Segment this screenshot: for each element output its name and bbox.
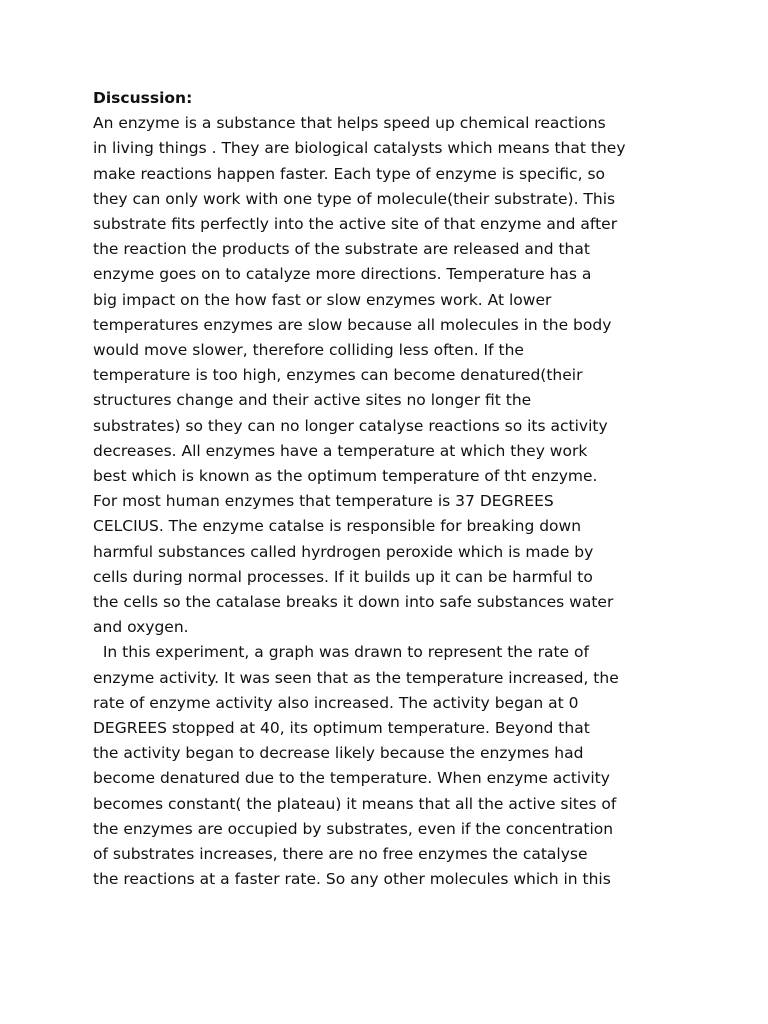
text-line: temperature is too high, enzymes can become denatured(their <box>93 366 583 385</box>
text-line: the activity began to decrease likely because the enzymes had <box>93 744 584 763</box>
text-line: the enzymes are occupied by substrates, even if the concentration <box>93 819 614 838</box>
discussion-section <box>93 86 693 893</box>
text-line: substrates) so they can no longer catalyse reactions so its activity <box>93 416 608 435</box>
text-line: enzyme goes on to catalyze more directions. Temperature has a <box>93 265 592 284</box>
body-text <box>93 111 693 892</box>
text-line: structures change and their active sites no longer fit the <box>93 391 532 410</box>
text-line: big impact on the how fast or slow enzymes work. At lower <box>93 290 552 309</box>
text-line: become denatured due to the temperature. When enzyme activity <box>93 769 610 788</box>
text-line: An enzyme is a substance that helps speed up chemical reactions <box>93 114 606 133</box>
text-line: of substrates increases, there are no free enzymes the catalyse <box>93 845 588 864</box>
text-line: temperatures enzymes are slow because all molecules in the body <box>93 315 612 334</box>
text-line: and oxygen. <box>93 618 189 637</box>
section-heading: Discussion: <box>93 89 193 107</box>
text-line: the reaction the products of the substrate are released and that <box>93 240 590 259</box>
text-line: substrate fits perfectly into the active site of that enzyme and after <box>93 215 618 234</box>
text-line: would move slower, therefore colliding less often. If the <box>93 341 524 360</box>
text-line: they can only work with one type of molecule(their substrate). This <box>93 189 616 208</box>
text-line: rate of enzyme activity also increased. The activity began at 0 <box>93 693 579 712</box>
text-line: DEGREES stopped at 40, its optimum temperature. Beyond that <box>93 719 590 738</box>
text-line: CELCIUS. The enzyme catalse is responsible for breaking down <box>93 517 582 536</box>
text-line: best which is known as the optimum temperature of tht enzyme. <box>93 467 598 486</box>
text-line: the cells so the catalase breaks it down into safe substances water <box>93 593 614 612</box>
text-line: For most human enzymes that temperature is 37 DEGREES <box>93 492 554 511</box>
text-line: becomes constant( the plateau) it means that all the active sites of <box>93 794 617 813</box>
text-line: make reactions happen faster. Each type of enzyme is specific, so <box>93 164 605 183</box>
text-line: In this experiment, a graph was drawn to represent the rate of <box>93 643 589 662</box>
text-line: decreases. All enzymes have a temperature at which they work <box>93 441 588 460</box>
text-line: the reactions at a faster rate. So any other molecules which in this <box>93 870 611 889</box>
text-line: harmful substances called hyrdrogen peroxide which is made by <box>93 542 594 561</box>
text-line: cells during normal processes. If it builds up it can be harmful to <box>93 567 593 586</box>
text-line: enzyme activity. It was seen that as the temperature increased, the <box>93 668 619 687</box>
text-line: in living things . They are biological catalysts which means that they <box>93 139 626 158</box>
